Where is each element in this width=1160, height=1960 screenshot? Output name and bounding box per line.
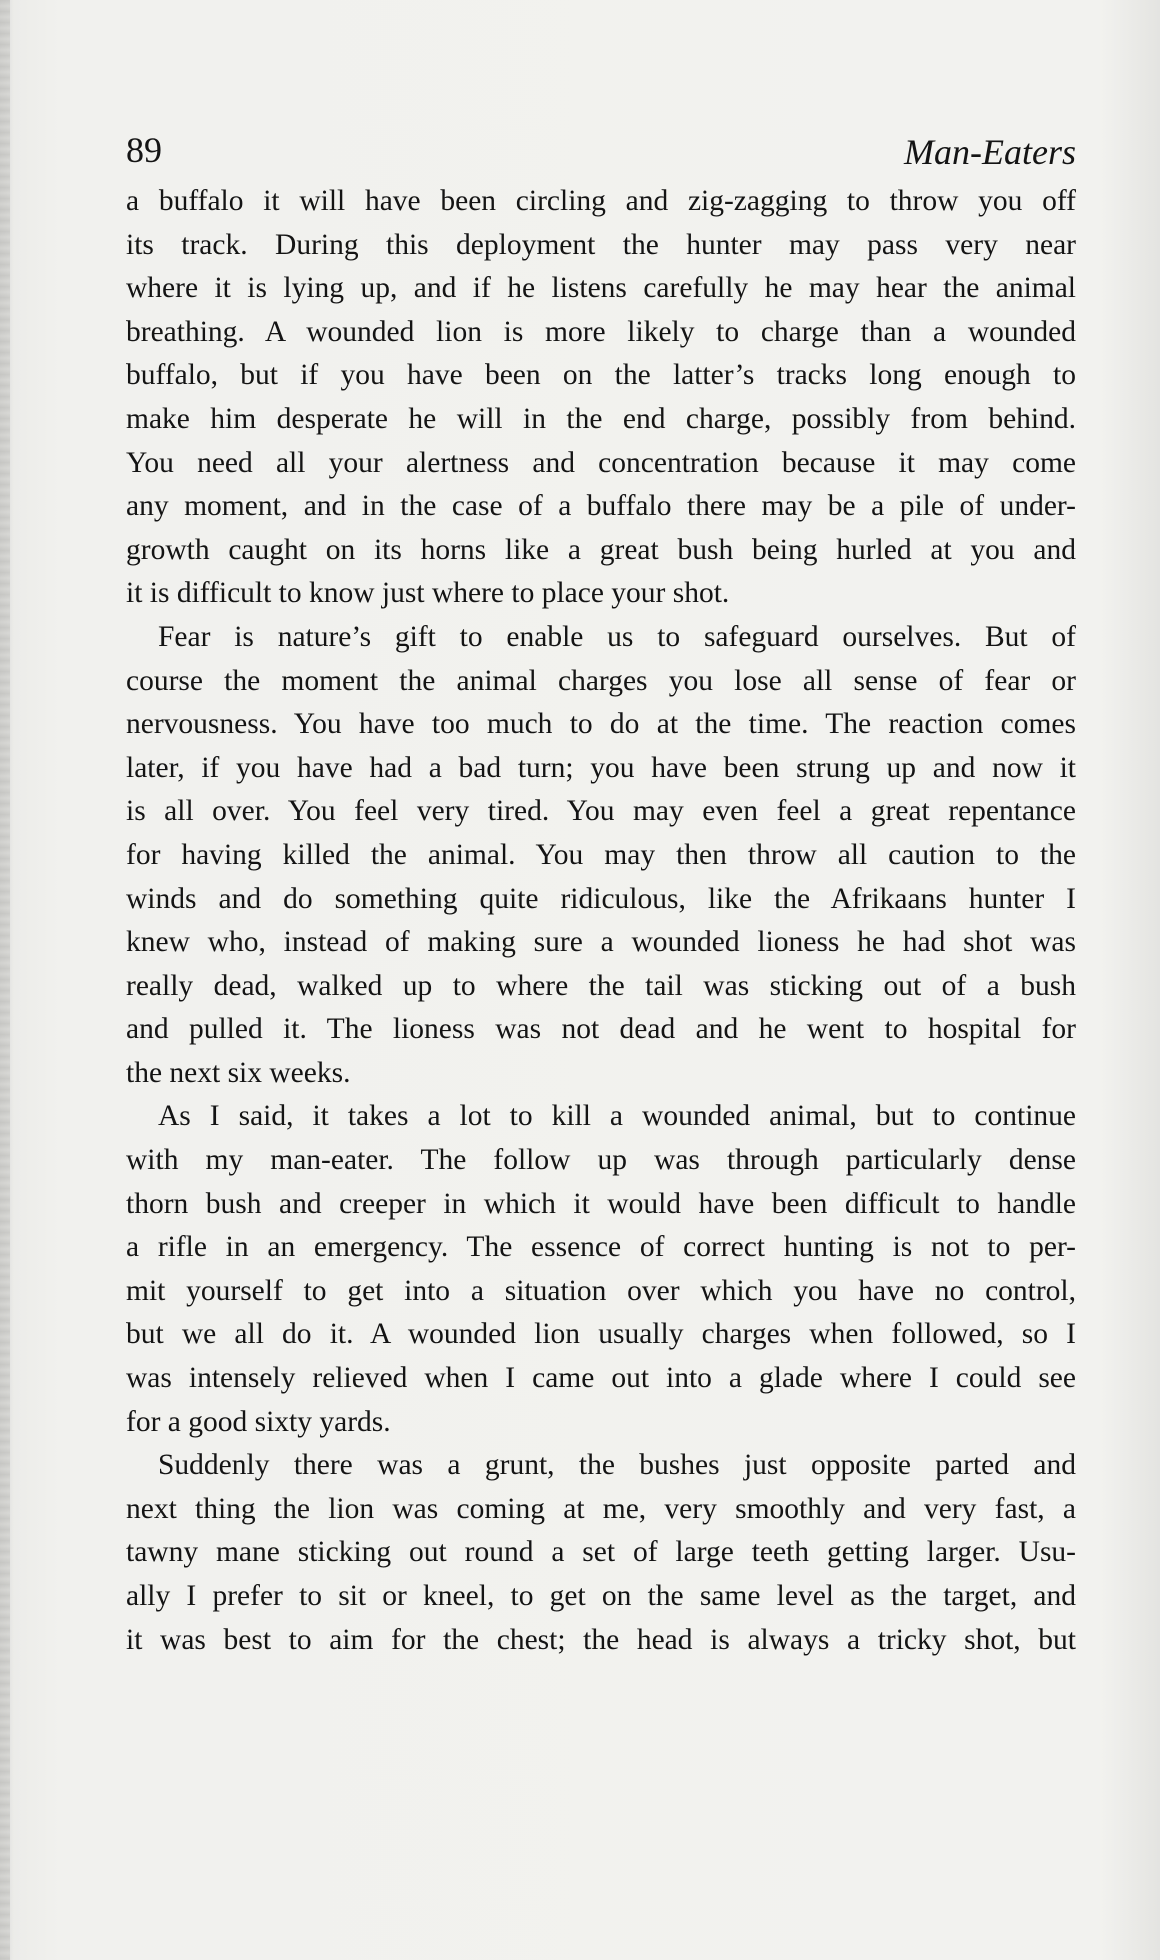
- text-line: but we all do it. A wounded lion usually charges when followed, so I: [126, 1318, 1076, 1351]
- text-line: any moment, and in the case of a buffalo there may be a pile of under-: [126, 490, 1076, 523]
- page-number: 89: [126, 130, 162, 170]
- text-line: course the moment the animal charges you lose all sense of fear or: [126, 664, 1076, 697]
- text-line: nervousness. You have too much to do at the time. The reaction comes: [126, 708, 1076, 741]
- text-line: buffalo, but if you have been on the latter’s tracks long enough to: [126, 359, 1076, 392]
- text-line: for a good sixty yards.: [126, 1405, 391, 1438]
- text-line: next thing the lion was coming at me, very smoothly and very fast, a: [126, 1492, 1076, 1525]
- text-line: winds and do something quite ridiculous, like the Afrikaans hunter I: [126, 882, 1076, 915]
- text-line: a rifle in an emergency. The essence of correct hunting is not to per-: [126, 1231, 1076, 1264]
- text-line: is all over. You feel very tired. You may even feel a great repentance: [126, 795, 1076, 828]
- page-header: [126, 120, 1076, 180]
- text-line: for having killed the animal. You may then throw all caution to the: [126, 838, 1076, 871]
- text-line: later, if you have had a bad turn; you have been strung up and now it: [126, 751, 1076, 784]
- text-line: ally I prefer to sit or kneel, to get on the same level as the target, and: [126, 1580, 1076, 1612]
- text-line: breathing. A wounded lion is more likely to charge than a wounded: [126, 315, 1076, 348]
- text-line: make him desperate he will in the end charge, possibly from behind.: [126, 402, 1076, 435]
- text-line: really dead, walked up to where the tail was sticking out of a bush: [126, 969, 1076, 1002]
- text-line: Fear is nature’s gift to enable us to safeguard ourselves. But of: [158, 620, 1076, 653]
- text-line: and pulled it. The lioness was not dead and he went to hospital for: [126, 1013, 1076, 1046]
- running-head: Man-Eaters: [904, 132, 1076, 172]
- text-line: thorn bush and creeper in which it would have been difficult to handle: [126, 1187, 1076, 1220]
- text-line: with my man-eater. The follow up was through particularly dense: [126, 1144, 1076, 1177]
- text-line: the next six weeks.: [126, 1056, 351, 1089]
- text-line: a buffalo it will have been circling and zig-zagging to throw you off: [126, 185, 1076, 217]
- text-line: where it is lying up, and if he listens carefully he may hear the animal: [126, 272, 1076, 305]
- text-line: growth caught on its horns like a great bush being hurled at you and: [126, 533, 1076, 566]
- text-line: was intensely relieved when I came out into a glade where I could see: [126, 1362, 1076, 1395]
- text-line: it is difficult to know just where to place your shot.: [126, 577, 730, 610]
- text-line: tawny mane sticking out round a set of large teeth getting larger. Usu-: [126, 1536, 1076, 1569]
- text-line: You need all your alertness and concentration because it may come: [126, 446, 1076, 479]
- body-text: [126, 180, 1076, 1662]
- text-line: it was best to aim for the chest; the head is always a tricky shot, but: [126, 1623, 1076, 1656]
- text-line: As I said, it takes a lot to kill a wounded animal, but to continue: [158, 1100, 1076, 1133]
- text-line: mit yourself to get into a situation over which you have no control,: [126, 1274, 1076, 1307]
- text-line: its track. During this deployment the hunter may pass very near: [126, 228, 1076, 261]
- text-line: Suddenly there was a grunt, the bushes just opposite parted and: [158, 1449, 1076, 1482]
- binding-edge: [0, 0, 10, 1960]
- text-line: knew who, instead of making sure a wounded lioness he had shot was: [126, 926, 1076, 959]
